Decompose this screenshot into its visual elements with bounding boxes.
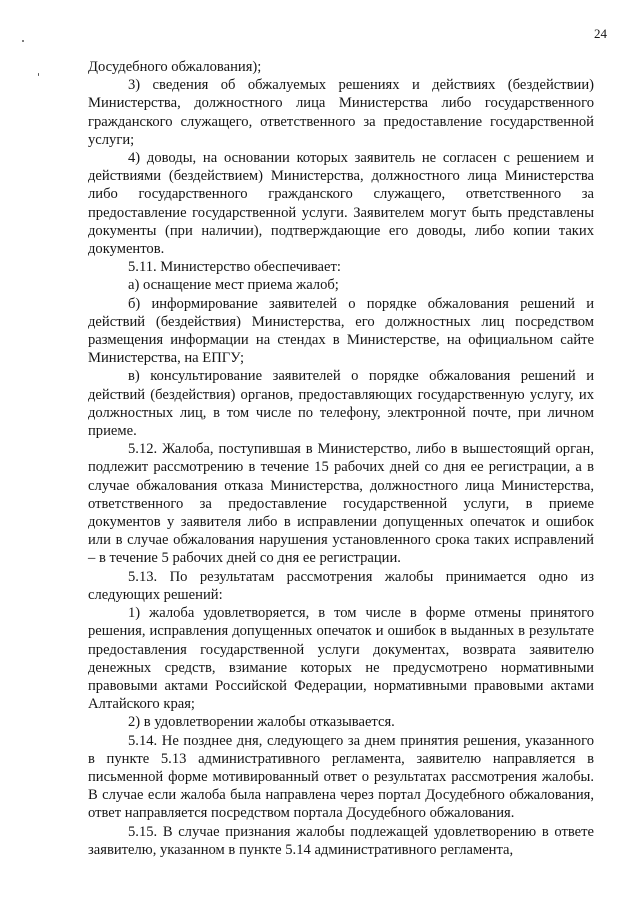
paragraph-5-13-1: 1) жалоба удовлетворяется, в том числе в форме отмены принятого решения, исправления допущенных опечаток и ошибок в выданных в результате предоставления государственной услуги документах, возврата заявителю денежных средств, взимание которых не предусмотрено нормативными правовыми актами Российской Федерации, нормативными правовыми актами Алтайского края; [88,605,594,713]
paragraph-5-11: 5.11. Министерство обеспечивает: [128,259,341,276]
page-number: 24 [594,26,607,41]
paragraph-5-13: 5.13. По результатам рассмотрения жалобы принимается одно из следующих решений: [88,568,594,603]
paragraph-5-13-2: 2) в удовлетворении жалобы отказывается. [128,714,395,731]
paragraph-item-3: 3) сведения об обжалуемых решениях и действиях (бездействии) Министерства, должностного лица Министерства либо государственного гражданского служащего, ответственного за предоставление государственной услуги; [88,77,594,148]
paragraph-5-11-a: а) оснащение мест приема жалоб; [128,277,339,294]
paragraph-5-15: 5.15. В случае признания жалобы подлежащей удовлетворению в ответе заявителю, указанном в пункте 5.14 административного регламента, [88,823,594,858]
paragraph-5-11-v: в) консультирование заявителей о порядке обжалования решений и действий (бездействия) органов, предоставляющих государственную услугу, их должностных лиц, в том числе по телефону, электронной почте, при личном приеме. [88,368,594,440]
paragraph-5-14: 5.14. Не позднее дня, следующего за днем принятия решения, указанного в пункте 5.13 административного регламента, заявителю направляется в письменной форме мотивированный ответ о результатах рассмотрения жалобы. В случае если жалоба была направлена через портал Досудебного обжалования, ответ направляется посредством портала Досудебного обжалования. [88,732,594,822]
scan-speck [22,40,24,42]
paragraph-5-12: 5.12. Жалоба, поступившая в Министерство, либо в вышестоящий орган, подлежит рассмотрению в течение 15 рабочих дней со дня ее регистрации, а в случае обжалования отказа Министерства, должностного лица Министерства, ответственного за предоставление государственной услуги, в приеме документов у заявителя либо в исправлении допущенных опечаток и ошибок или в случае обжалования нарушения установленного срока таких исправлений – в течение 5 рабочих дней со дня ее регистрации. [88,441,594,567]
paragraph-item-4: 4) доводы, на основании которых заявитель не согласен с решением и действиями (бездействием) Министерства, должностного лица Министерства либо государственного гражданского служащего, ответственного за предоставление государственной услуги. Заявителем могут быть представлены документы (при наличии), подтверждающие его доводы, либо копии таких документов. [88,150,594,258]
paragraph-continuation: Досудебного обжалования); [88,59,262,75]
scan-speck [38,73,39,76]
paragraph-5-11-b: б) информирование заявителей о порядке обжалования решений и действий (бездействия) Министерства, его должностных лиц посредством размещения информации на стендах в Министерстве, на официальном сайте Министерства, на ЕПГУ; [88,295,594,367]
document-body [88,58,594,859]
